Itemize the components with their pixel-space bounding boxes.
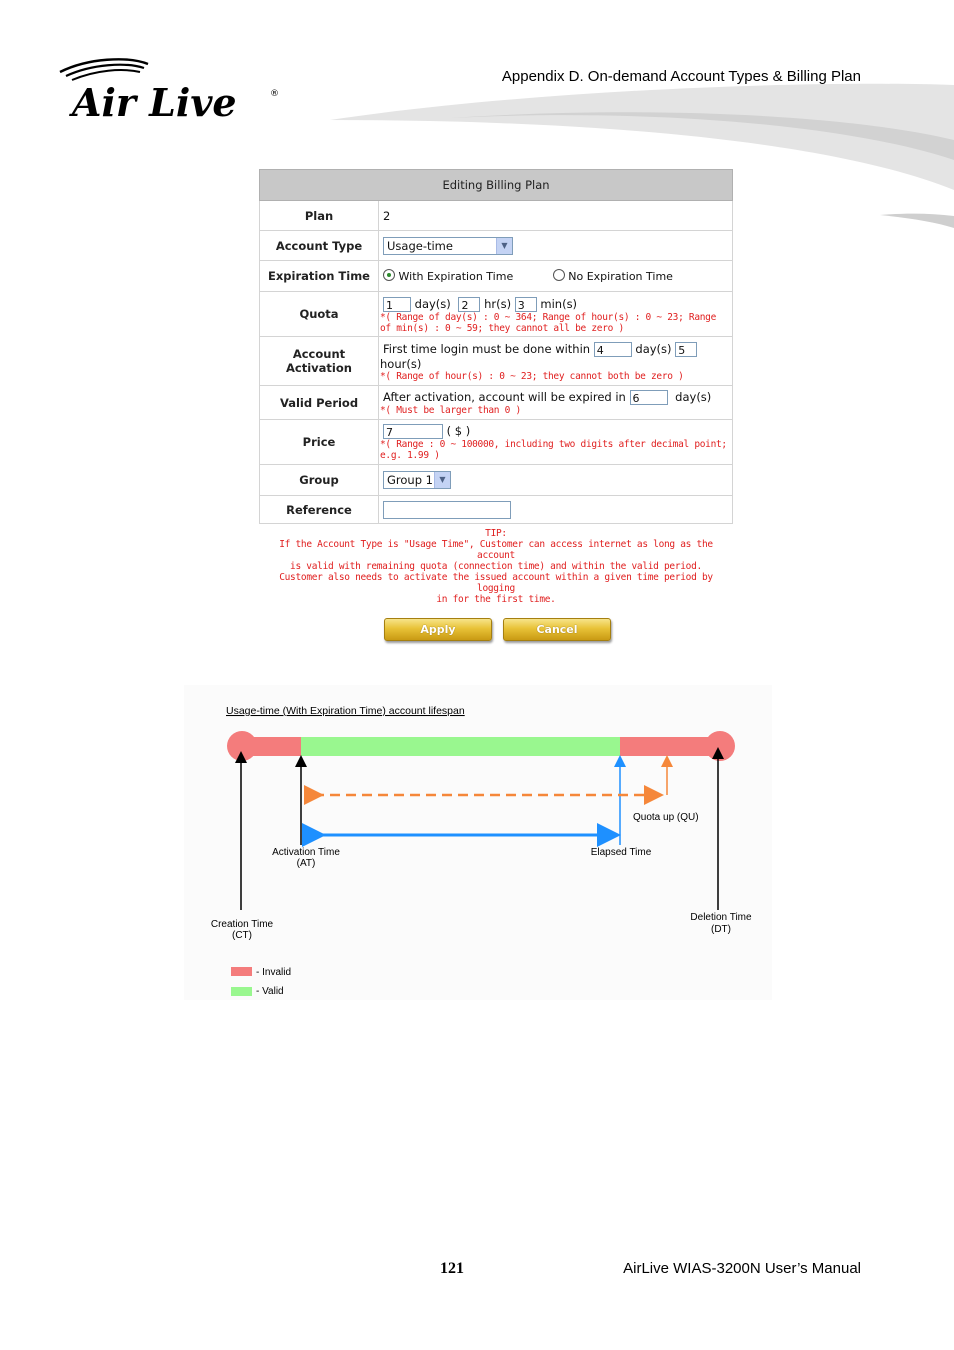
airlive-logo [58,58,283,125]
quota-up-label: Quota up (QU) [633,812,699,823]
quota-mins-input[interactable]: 3 [515,297,537,312]
lifespan-diagram [184,685,772,1000]
reference-row [260,496,733,524]
diagram-title: Usage-time (With Expiration Time) account lifespan [226,705,465,717]
reference-label: Reference [260,496,379,524]
legend-invalid-label: - Invalid [256,967,292,978]
quota-label: Quota [260,292,379,337]
group-select[interactable] [383,471,451,489]
quota-mins-unit: min(s) [540,296,578,311]
tip-box [258,528,734,605]
expiration-row [260,261,733,292]
activation-row [260,337,733,386]
activation-text: First time login must be done within [383,342,591,356]
account-type-row [260,231,733,261]
creation-time-abbr: (CT) [232,930,252,941]
valid-segment [301,737,620,756]
activation-hours-unit: hour(s) [380,357,422,371]
valid-period-note: *( Must be larger than 0 ) [380,404,521,416]
creation-time-label: Creation Time [210,919,274,930]
tip-line-1: If the Account Type is "Usage Time", Customer can access internet as long as the account [279,539,713,561]
apply-button[interactable]: Apply [384,618,492,641]
tip-line-3: Customer also needs to activate the issued account within a given time period by logging [279,572,713,594]
quota-hours-unit: hr(s) [484,296,512,311]
activation-hours-input[interactable]: 5 [675,342,697,357]
chevron-down-icon: ▼ [434,472,450,488]
activation-days-input[interactable]: 4 [594,342,632,357]
valid-period-days-input[interactable]: 6 [630,390,668,405]
billing-plan-panel [258,169,734,646]
quota-days-unit: day(s) [414,296,451,311]
quota-row [260,292,733,337]
cancel-button[interactable]: Cancel [503,618,611,641]
deletion-time-label: Deletion Time [690,912,752,923]
price-input[interactable]: 7 [383,424,443,439]
valid-period-label: Valid Period [260,386,379,420]
legend-valid-label: - Valid [256,986,284,997]
expiration-label: Expiration Time [260,261,379,292]
activation-note: *( Range of hour(s) : 0 ~ 23; they cannot both be zero ) [380,371,684,382]
elapsed-time-label: Elapsed Time [590,847,652,858]
price-note-2: e.g. 1.99 ) [380,449,440,461]
with-expiration-radio[interactable] [383,269,395,281]
account-type-value: Usage-time [387,238,453,253]
no-expiration-label: No Expiration Time [568,270,673,283]
airlive-logo-graphic [58,58,283,120]
legend-valid-swatch [231,987,252,996]
svg-text:®: ® [270,89,279,99]
manual-title: AirLive WIAS-3200N User’s Manual [623,1260,861,1277]
page-number: 121 [440,1260,464,1277]
with-expiration-label: With Expiration Time [398,270,514,283]
tip-line-2: is valid with remaining quota (connection time) and within the valid period. [290,561,702,572]
invalid-segment-start [242,737,301,756]
valid-period-row [260,386,733,420]
tip-title: TIP: [485,528,507,539]
quota-note-1: *( Range of day(s) : 0 ~ 364; Range of hour(s) : 0 ~ 23; Range [380,311,717,323]
price-unit: ( $ ) [446,423,471,438]
appendix-title: Appendix D. On-demand Account Types & Billing Plan [501,68,861,85]
price-note-1: *( Range : 0 ~ 100000, including two digits after decimal point; [380,438,727,450]
invalid-segment-end [620,737,720,756]
deletion-time-abbr: (DT) [711,924,731,935]
billing-plan-table [259,169,733,524]
group-label: Group [260,465,379,496]
legend-invalid-swatch [231,967,252,976]
tip-line-4: in for the first time. [436,594,556,605]
panel-title: Editing Billing Plan [260,170,733,201]
plan-row [260,201,733,231]
no-expiration-radio[interactable] [553,269,565,281]
account-type-select[interactable] [383,237,513,255]
account-type-label: Account Type [260,231,379,261]
chevron-down-icon: ▼ [496,238,512,254]
lifespan-diagram-graphic [184,685,772,1000]
activation-time-label: Activation Time [272,847,340,858]
svg-text:Air Live: Air Live [72,80,237,120]
price-label: Price [260,420,379,465]
valid-period-days-unit: day(s) [675,389,712,404]
group-value: Group 1 [387,473,433,487]
reference-input[interactable] [383,501,511,519]
quota-days-input[interactable]: 1 [383,297,411,312]
group-row [260,465,733,496]
activation-days-unit: day(s) [635,342,672,356]
activation-time-abbr: (AT) [296,858,316,869]
valid-period-text: After activation, account will be expired in [383,389,626,404]
deletion-endpoint [705,731,735,761]
price-row [260,420,733,465]
plan-value: 2 [379,201,733,231]
quota-hours-input[interactable]: 2 [458,297,480,312]
activation-label: Account Activation [260,337,379,386]
quota-note-2: of min(s) : 0 ~ 59; they cannot all be zero ) [380,322,624,334]
plan-label: Plan [260,201,379,231]
